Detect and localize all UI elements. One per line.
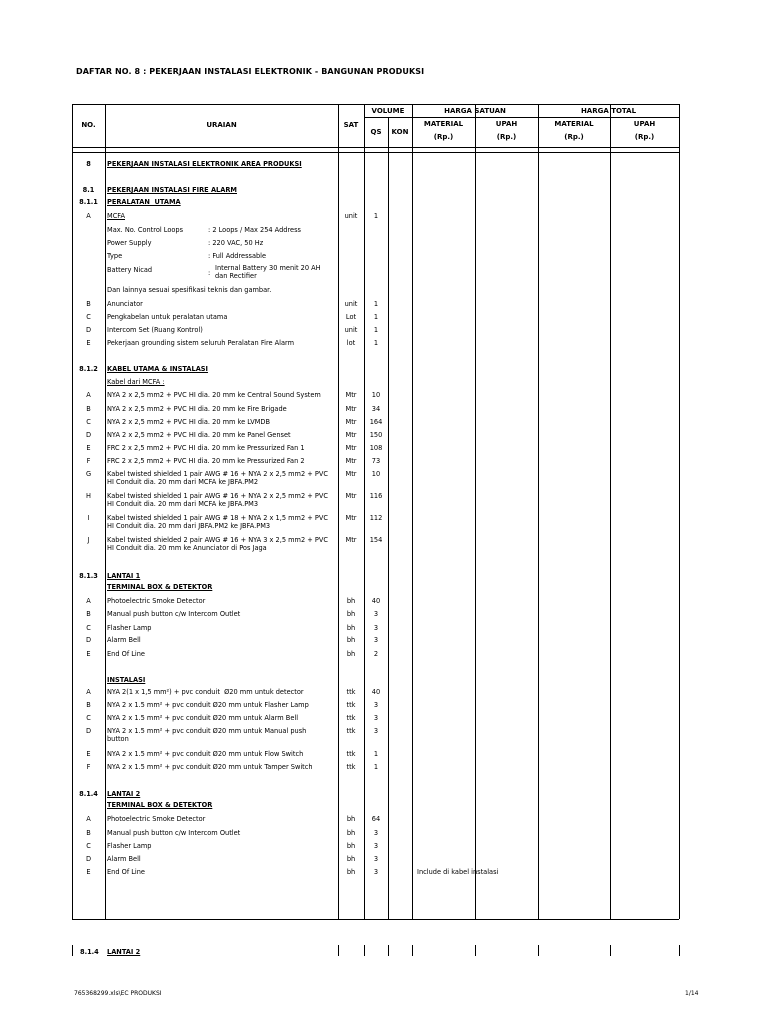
row-uraian: NYA 2 x 2,5 mm2 + PVC HI dia. 20 mm ke Panel Genset: [107, 431, 291, 439]
row-uraian: Type: [107, 252, 123, 260]
row-uraian: LANTAI 2: [107, 790, 141, 798]
row-qs: 10: [371, 470, 381, 478]
row-qs: 154: [369, 536, 383, 544]
fragment-separator: [72, 945, 73, 956]
row-qs: 108: [369, 444, 383, 452]
row-uraian: NYA 2 x 1.5 mm² + pvc conduit Ø20 mm untuk Flasher Lamp: [107, 701, 309, 709]
header-material-satuan: MATERIAL: [423, 120, 464, 128]
row-no: E: [86, 750, 91, 758]
row-sat: Mtr: [345, 470, 357, 478]
row-uraian: Power Supply: [107, 239, 152, 247]
row-sat: Mtr: [345, 536, 357, 544]
row-sat: bh: [346, 868, 356, 876]
row-note: Include di kabel instalasi: [417, 868, 499, 876]
row-no: B: [86, 829, 91, 837]
row-qs: 1: [373, 212, 379, 220]
header-kon: KON: [391, 128, 409, 136]
row-sat: unit: [344, 300, 358, 308]
row-uraian: Manual push button c/w Intercom Outlet: [107, 829, 241, 837]
row-uraian: Photoelectric Smoke Detector: [107, 597, 206, 605]
row-sat: bh: [346, 842, 356, 850]
row-qs: 40: [371, 688, 381, 696]
row-uraian: NYA 2 x 1.5 mm² + pvc conduit Ø20 mm untuk Flow Switch: [107, 750, 304, 758]
header-rp-4: (Rp.): [634, 133, 655, 141]
grid-hline: [72, 919, 679, 920]
row-uraian: NYA 2 x 2,5 mm2 + PVC HI dia. 20 mm ke Central Sound System: [107, 391, 321, 399]
row-qs: 1: [373, 750, 379, 758]
header-volume: VOLUME: [371, 107, 405, 115]
row-sat: bh: [346, 855, 356, 863]
row-sat: bh: [346, 636, 356, 644]
row-uraian: Alarm Bell: [107, 855, 141, 863]
row-no: 8.1: [82, 186, 95, 194]
row-no: D: [85, 727, 92, 735]
row-sat: unit: [344, 326, 358, 334]
row-no: F: [86, 763, 91, 771]
row-no: E: [86, 339, 91, 347]
row-no: E: [86, 444, 91, 452]
row-uraian: Pekerjaan grounding sistem seluruh Peralatan Fire Alarm: [107, 339, 295, 347]
row-sat: bh: [346, 610, 356, 618]
row-no: F: [86, 457, 91, 465]
header-rp-2: (Rp.): [496, 133, 517, 141]
row-sat: Mtr: [345, 391, 357, 399]
header-rp-1: (Rp.): [433, 133, 454, 141]
header-material-total: MATERIAL: [554, 120, 594, 128]
row-uraian: Dan lainnya sesuai spesifikasi teknis dan gambar.: [107, 286, 272, 294]
row-qs: 3: [373, 624, 379, 632]
grid-hline: [72, 152, 679, 153]
row-uraian: Intercom Set (Ruang Kontrol): [107, 326, 203, 334]
row-no: C: [86, 714, 91, 722]
fragment-separator: [679, 945, 680, 956]
row-no: A: [86, 815, 91, 823]
row-uraian: Alarm Bell: [107, 636, 141, 644]
row-uraian: NYA 2 x 1.5 mm² + pvc conduit Ø20 mm untuk Alarm Bell: [107, 714, 299, 722]
row-qs: 112: [369, 514, 383, 522]
row-no: J: [87, 536, 90, 544]
header-no: NO.: [81, 121, 96, 129]
row-uraian: PERALATAN UTAMA: [107, 198, 181, 206]
row-uraian: PEKERJAAN INSTALASI ELEKTRONIK AREA PRODUKSI: [107, 160, 302, 168]
row-sat: ttk: [346, 688, 356, 696]
footer-page: 1/14: [685, 990, 699, 997]
fragment-separator: [475, 945, 476, 956]
row-uraian: NYA 2 x 2,5 mm2 + PVC HI dia. 20 mm ke Fire Brigade: [107, 405, 287, 413]
row-spec-colon: :: [208, 269, 211, 277]
row-no: C: [86, 624, 91, 632]
row-no: D: [85, 855, 92, 863]
row-sat: bh: [346, 829, 356, 837]
row-qs: 3: [373, 855, 379, 863]
row-no: 8.1.4: [79, 790, 98, 798]
row-qs: 10: [371, 391, 381, 399]
row-no: I: [87, 514, 90, 522]
row-no: 8: [86, 160, 91, 168]
row-sat: ttk: [346, 763, 356, 771]
row-qs: 1: [373, 313, 379, 321]
row-qs: 1: [373, 339, 379, 347]
row-uraian: Kabel twisted shielded 1 pair AWG # 16 + NYA 2 x 2,5 mm2 + PVC HI Conduit dia. 20 mm dari MCFA ke JBFA.PM3: [107, 492, 328, 508]
row-uraian: NYA 2 x 1.5 mm² + pvc conduit Ø20 mm untuk Tamper Switch: [107, 763, 313, 771]
row-sat: Mtr: [345, 431, 357, 439]
row-no: 8.1.3: [79, 572, 98, 580]
row-uraian: End Of Line: [107, 650, 145, 658]
row-sat: Mtr: [345, 444, 357, 452]
row-sat: Mtr: [345, 457, 357, 465]
row-sat: ttk: [346, 750, 356, 758]
row-uraian: TERMINAL BOX & DETEKTOR: [107, 583, 213, 591]
row-uraian: NYA 2(1 x 1,5 mm²) + pvc conduit Ø20 mm untuk detector: [107, 688, 304, 696]
grid-hline: [364, 117, 679, 118]
row-spec: : 2 Loops / Max 254 Address: [208, 226, 301, 234]
row-no: A: [86, 597, 91, 605]
grid-vline: [388, 117, 389, 919]
row-qs: 164: [369, 418, 383, 426]
grid-hline: [72, 147, 679, 148]
row-no: A: [86, 212, 91, 220]
header-rp-3: (Rp.): [564, 133, 584, 141]
row-spec: : 220 VAC, 50 Hz: [208, 239, 264, 247]
row-uraian: Kabel twisted shielded 1 pair AWG # 18 + NYA 2 x 1,5 mm2 + PVC HI Conduit dia. 20 mm dari JBFA.PM2 ke JBFA.PM3: [107, 514, 328, 530]
header-upah-total: UPAH: [633, 120, 656, 128]
row-no: C: [86, 418, 91, 426]
fragment-separator: [412, 945, 413, 956]
footer-file: 765368299.xls\EC PRODUKSI: [74, 990, 162, 997]
grid-vline: [338, 104, 339, 919]
document-title: DAFTAR NO. 8 : PEKERJAAN INSTALASI ELEKTRONIK - BANGUNAN PRODUKSI: [76, 67, 425, 76]
row-no: D: [85, 636, 92, 644]
row-qs: 64: [371, 815, 381, 823]
row-uraian: Pengkabelan untuk peralatan utama: [107, 313, 228, 321]
row-uraian: FRC 2 x 2,5 mm2 + PVC HI dia. 20 mm ke Pressurized Fan 2: [107, 457, 305, 465]
header-harga-satuan: HARGA SATUAN: [444, 107, 506, 115]
row-uraian: MCFA: [107, 212, 125, 220]
row-qs: 116: [369, 492, 383, 500]
fragment-row-uraian: LANTAI 2: [107, 948, 141, 956]
fragment-separator: [364, 945, 365, 956]
fragment-separator: [388, 945, 389, 956]
header-qs: QS: [370, 128, 382, 136]
row-sat: bh: [346, 815, 356, 823]
grid-vline: [475, 104, 476, 919]
row-uraian: PEKERJAAN INSTALASI FIRE ALARM: [107, 186, 237, 194]
fragment-separator: [338, 945, 339, 956]
row-no: D: [85, 326, 92, 334]
row-sat: unit: [344, 212, 358, 220]
row-no: E: [86, 868, 91, 876]
row-qs: 3: [373, 714, 379, 722]
row-sat: bh: [346, 597, 356, 605]
row-qs: 150: [369, 431, 383, 439]
grid-vline: [412, 104, 413, 919]
row-no: A: [86, 688, 91, 696]
row-no: 8.1.1: [79, 198, 98, 206]
row-sat: Lot: [345, 313, 357, 321]
row-uraian: NYA 2 x 1.5 mm² + pvc conduit Ø20 mm untuk Manual push button: [107, 727, 307, 743]
row-sat: bh: [346, 650, 356, 658]
row-qs: 3: [373, 829, 379, 837]
grid-vline: [679, 104, 680, 919]
grid-vline: [105, 104, 106, 919]
row-no: B: [86, 701, 91, 709]
fragment-separator: [610, 945, 611, 956]
row-spec: : Full Addressable: [208, 252, 267, 260]
row-uraian: Photoelectric Smoke Detector: [107, 815, 206, 823]
header-upah-satuan: UPAH: [495, 120, 518, 128]
row-no: H: [86, 492, 91, 500]
row-no: D: [85, 431, 92, 439]
row-sat: ttk: [346, 727, 356, 735]
row-sat: ttk: [346, 701, 356, 709]
row-sat: ttk: [346, 714, 356, 722]
row-qs: 1: [373, 326, 379, 334]
row-qs: 3: [373, 868, 379, 876]
row-qs: 2: [373, 650, 379, 658]
row-qs: 1: [373, 763, 379, 771]
row-uraian: Anunciator: [107, 300, 143, 308]
row-uraian: Flasher Lamp: [107, 624, 152, 632]
row-uraian: Kabel dari MCFA :: [107, 378, 165, 386]
row-qs: 3: [373, 727, 379, 735]
grid-vline: [610, 104, 611, 919]
row-sat: Mtr: [345, 514, 357, 522]
row-spec: Internal Battery 30 menit 20 AH dan Rectifier: [215, 264, 321, 280]
header-harga-total: HARGA TOTAL: [580, 107, 637, 115]
fragment-row-no: 8.1.4: [80, 948, 99, 956]
row-sat: Mtr: [345, 492, 357, 500]
row-qs: 1: [373, 300, 379, 308]
row-no: B: [86, 405, 91, 413]
row-uraian: Max. No. Control Loops: [107, 226, 184, 234]
row-no: G: [85, 470, 92, 478]
row-no: A: [86, 391, 91, 399]
row-no: C: [86, 313, 91, 321]
row-qs: 3: [373, 610, 379, 618]
row-no: C: [86, 842, 91, 850]
row-uraian: KABEL UTAMA & INSTALASI: [107, 365, 209, 373]
grid-vline: [538, 104, 539, 919]
row-uraian: INSTALASI: [107, 676, 146, 684]
row-uraian: Kabel twisted shielded 2 pair AWG # 16 + NYA 3 x 2,5 mm2 + PVC HI Conduit dia. 20 mm ke Anunciator di Pos Jaga: [107, 536, 328, 552]
row-qs: 3: [373, 701, 379, 709]
row-uraian: End Of Line: [107, 868, 145, 876]
row-qs: 40: [371, 597, 381, 605]
row-sat: bh: [346, 624, 356, 632]
row-no: B: [86, 610, 91, 618]
row-no: B: [86, 300, 91, 308]
row-no: E: [86, 650, 91, 658]
row-sat: lot: [346, 339, 356, 347]
row-qs: 73: [371, 457, 381, 465]
row-uraian: TERMINAL BOX & DETEKTOR: [107, 801, 213, 809]
header-sat: SAT: [343, 121, 359, 129]
row-sat: Mtr: [345, 405, 357, 413]
row-uraian: Manual push button c/w Intercom Outlet: [107, 610, 241, 618]
grid-hline: [72, 104, 679, 105]
row-uraian: Flasher Lamp: [107, 842, 152, 850]
row-qs: 3: [373, 842, 379, 850]
row-no: 8.1.2: [79, 365, 98, 373]
row-uraian: FRC 2 x 2,5 mm2 + PVC HI dia. 20 mm ke Pressurized Fan 1: [107, 444, 305, 452]
row-uraian: Kabel twisted shielded 1 pair AWG # 16 + NYA 2 x 2,5 mm2 + PVC HI Conduit dia. 20 mm dari MCFA ke JBFA.PM2: [107, 470, 328, 486]
row-uraian: NYA 2 x 2,5 mm2 + PVC HI dia. 20 mm ke LVMDB: [107, 418, 271, 426]
row-sat: Mtr: [345, 418, 357, 426]
row-qs: 34: [371, 405, 381, 413]
row-qs: 3: [373, 636, 379, 644]
fragment-separator: [538, 945, 539, 956]
header-uraian: URAIAN: [206, 121, 237, 129]
row-uraian: LANTAI 1: [107, 572, 141, 580]
row-uraian: Battery Nicad: [107, 266, 153, 274]
grid-vline: [364, 104, 365, 919]
